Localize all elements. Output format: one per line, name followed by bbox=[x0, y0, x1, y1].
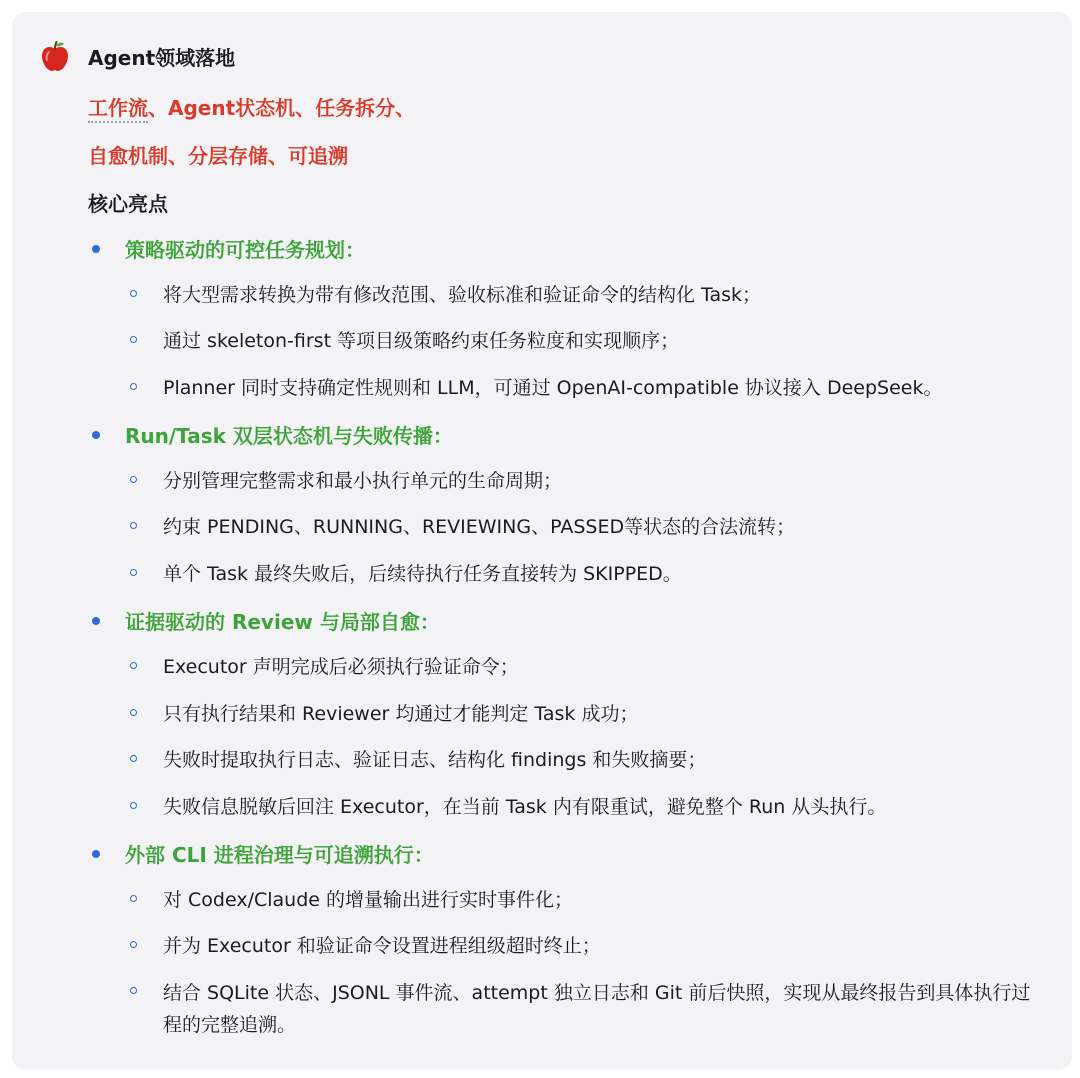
bullet-dot bbox=[92, 617, 100, 625]
list-item bbox=[130, 326, 679, 356]
list-item-text: 将大型需求转换为带有修改范围、验收标准和验证命令的结构化 Task； bbox=[163, 284, 762, 306]
circle-bullet-icon bbox=[130, 383, 137, 390]
keywords-line-2: 自愈机制、分层存储、可追溯 bbox=[88, 144, 348, 168]
list-item-text: 分别管理完整需求和最小执行单元的生命周期； bbox=[163, 470, 563, 492]
list-item bbox=[130, 466, 562, 496]
circle-bullet-icon bbox=[130, 522, 137, 529]
circle-bullet-icon bbox=[130, 802, 137, 809]
section-heading-text: 证据驱动的 Review 与局部自愈： bbox=[125, 610, 440, 634]
list-item-text: 只有执行结果和 Reviewer 均通过才能判定 Task 成功； bbox=[163, 703, 639, 725]
list-item-text: 失败信息脱敏后回注 Executor，在当前 Task 内有限重试，避免整个 Run 从头执行。 bbox=[163, 796, 887, 818]
keyword-workflow: 工作流 bbox=[88, 96, 148, 123]
circle-bullet-icon bbox=[130, 662, 137, 669]
title: Agent领域落地 bbox=[88, 45, 236, 70]
circle-bullet-icon bbox=[130, 895, 137, 902]
list-item bbox=[130, 652, 519, 682]
keywords-line-1 bbox=[88, 92, 415, 121]
list-item bbox=[130, 373, 942, 403]
list-item-text: 单个 Task 最终失败后，后续待执行任务直接转为 SKIPPED。 bbox=[163, 563, 682, 585]
section-heading-text: 策略驱动的可控任务规划： bbox=[125, 238, 365, 262]
circle-bullet-icon bbox=[130, 755, 137, 762]
circle-bullet-icon bbox=[130, 290, 137, 297]
list-item-text: 对 Codex/Claude 的增量输出进行实时事件化； bbox=[163, 889, 574, 911]
section-heading-text: 外部 CLI 进程治理与可追溯执行： bbox=[125, 843, 434, 867]
list-item-text: 并为 Executor 和验证命令设置进程组级超时终止； bbox=[163, 935, 601, 957]
section-heading-text: Run/Task 双层状态机与失败传播： bbox=[125, 424, 453, 448]
section-heading bbox=[88, 606, 440, 635]
list-item-text: 通过 skeleton-first 等项目级策略约束任务粒度和实现顺序； bbox=[163, 330, 680, 352]
keywords-rest: 、Agent状态机、任务拆分、 bbox=[148, 96, 416, 120]
circle-bullet-icon bbox=[130, 987, 137, 994]
list-item bbox=[130, 792, 886, 822]
list-item bbox=[130, 745, 706, 775]
list-item bbox=[130, 512, 795, 542]
section-heading bbox=[88, 234, 365, 263]
list-item bbox=[130, 931, 601, 961]
bullet-dot bbox=[92, 431, 100, 439]
list-item-text: 失败时提取执行日志、验证日志、结构化 findings 和失败摘要； bbox=[163, 749, 707, 771]
list-item bbox=[130, 559, 682, 589]
title-row bbox=[40, 40, 235, 72]
circle-bullet-icon bbox=[130, 941, 137, 948]
circle-bullet-icon bbox=[130, 476, 137, 483]
red-apple-icon bbox=[40, 40, 70, 72]
list-item bbox=[130, 977, 1043, 1041]
circle-bullet-icon bbox=[130, 709, 137, 716]
circle-bullet-icon bbox=[130, 336, 137, 343]
list-item bbox=[130, 280, 761, 310]
list-item-text: Planner 同时支持确定性规则和 LLM，可通过 OpenAI-compatible 协议接入 DeepSeek。 bbox=[163, 377, 943, 399]
list-item bbox=[130, 885, 573, 915]
bullet-dot bbox=[92, 245, 100, 253]
bullet-dot bbox=[92, 850, 100, 858]
subheading: 核心亮点 bbox=[88, 192, 168, 216]
list-item-text: Executor 声明完成后必须执行验证命令； bbox=[163, 656, 519, 678]
circle-bullet-icon bbox=[130, 569, 137, 576]
section-heading bbox=[88, 420, 453, 449]
note-card bbox=[12, 12, 1072, 1070]
list-item-text: 约束 PENDING、RUNNING、REVIEWING、PASSED等状态的合法流转； bbox=[163, 516, 796, 538]
list-item-text: 结合 SQLite 状态、JSONL 事件流、attempt 独立日志和 Git 前后快照，实现从最终报告到具体执行过程的完整追溯。 bbox=[163, 982, 1031, 1036]
section-heading bbox=[88, 839, 434, 868]
list-item bbox=[130, 699, 638, 729]
